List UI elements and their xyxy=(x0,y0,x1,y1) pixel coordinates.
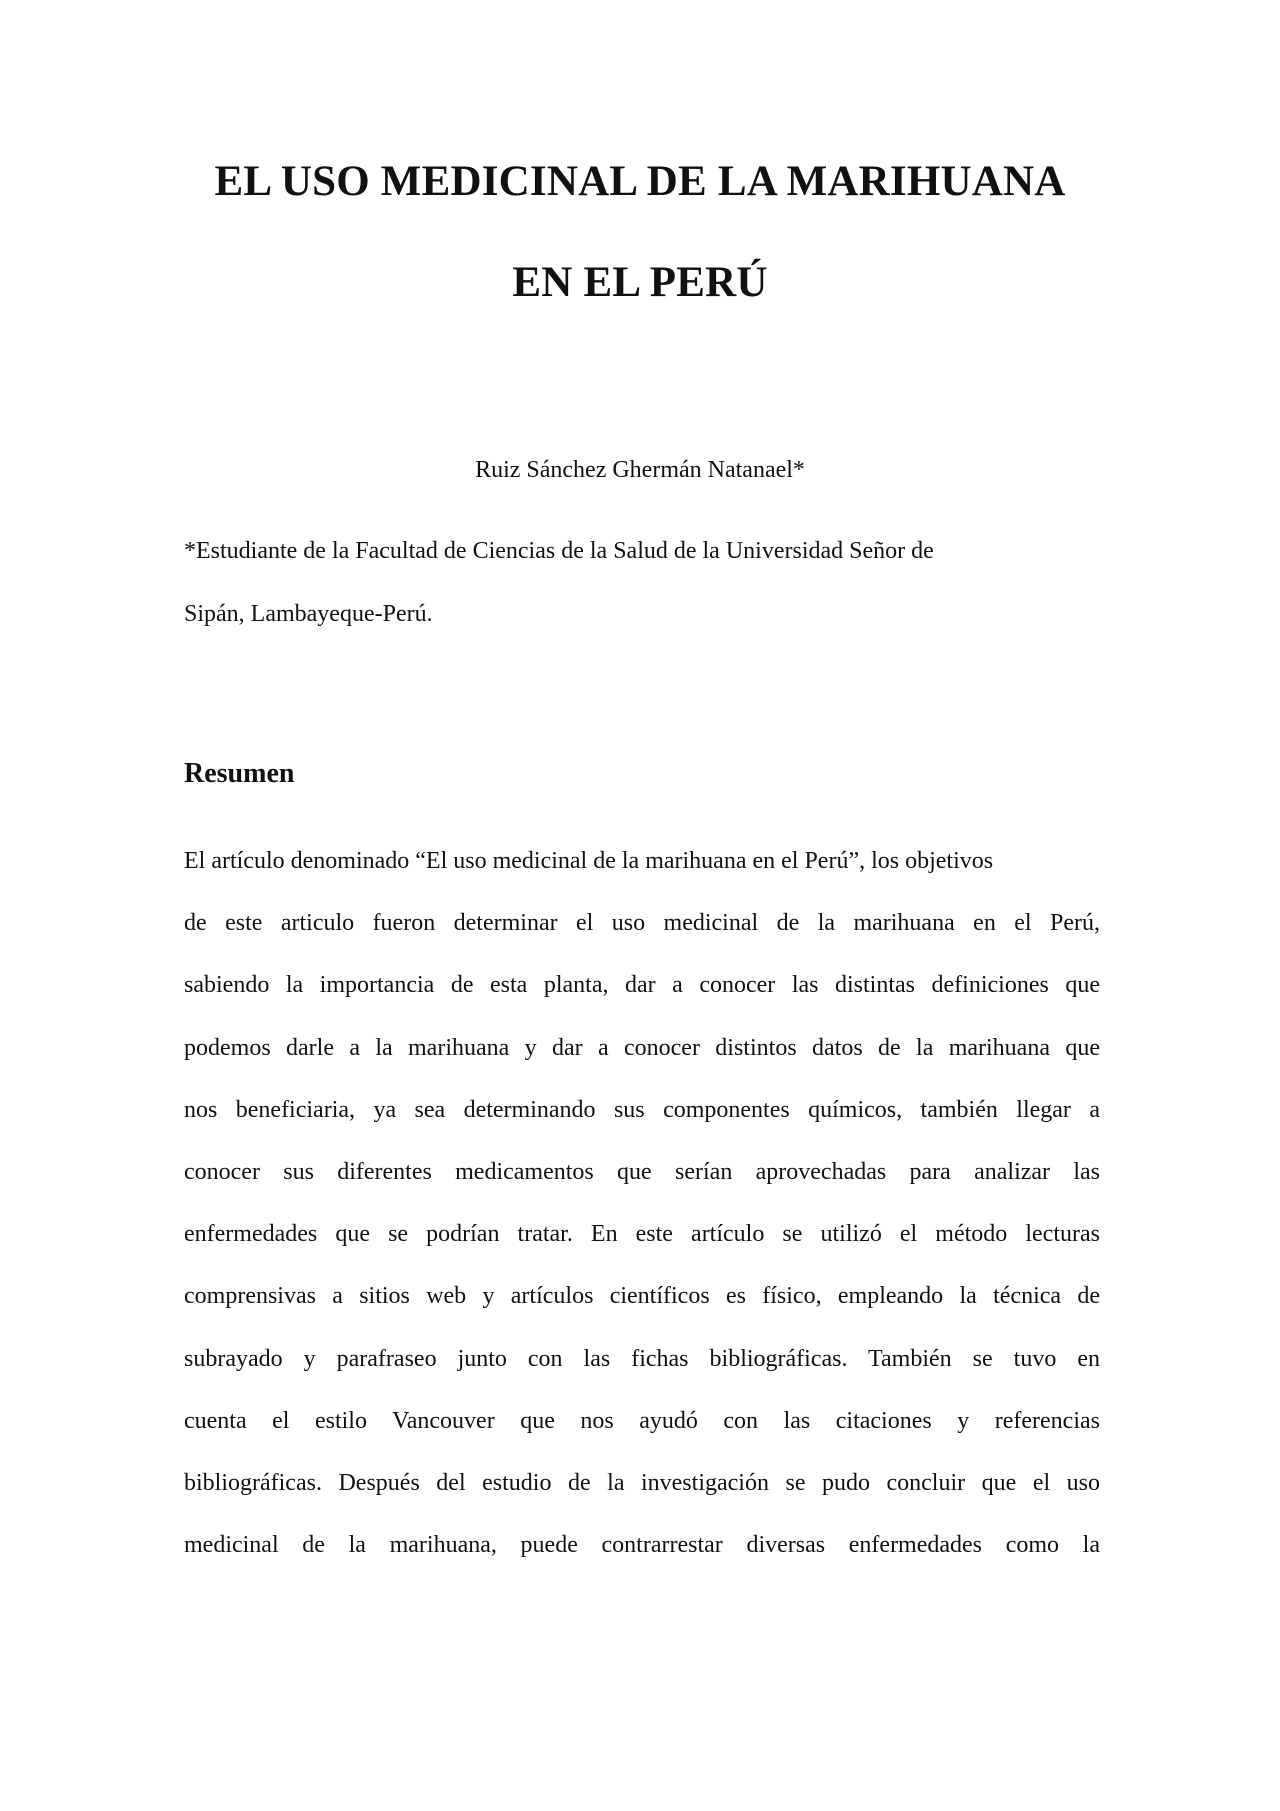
abstract-line: subrayado y parafraseo junto con las fichas bibliográficas. También se tuvo en xyxy=(184,1345,1100,1372)
abstract-line: El artículo denominado “El uso medicinal de la marihuana en el Perú”, los objetivos xyxy=(184,848,994,874)
abstract-line: medicinal de la marihuana, puede contrarrestar diversas enfermedades como la xyxy=(184,1532,1100,1559)
abstract-body xyxy=(184,846,1100,1592)
abstract-line: conocer sus diferentes medicamentos que serían aprovechadas para analizar las xyxy=(184,1158,1100,1185)
abstract-line: nos beneficiaria, ya sea determinando sus componentes químicos, también llegar a xyxy=(184,1096,1100,1123)
abstract-line: enfermedades que se podrían tratar. En este artículo se utilizó el método lecturas xyxy=(184,1221,1100,1248)
author-name: Ruiz Sánchez Ghermán Natanael* xyxy=(475,457,805,483)
abstract-line: podemos darle a la marihuana y dar a conocer distintos datos de la marihuana que xyxy=(184,1034,1100,1061)
abstract-line: comprensivas a sitios web y artículos científicos es físico, empleando la técnica de xyxy=(184,1283,1100,1310)
abstract-line: bibliográficas. Después del estudio de la investigación se pudo concluir que el uso xyxy=(184,1469,1100,1496)
abstract-heading: Resumen xyxy=(184,758,295,789)
abstract-line: sabiendo la importancia de esta planta, dar a conocer las distintas definiciones que xyxy=(184,972,1100,999)
affiliation-line-1: *Estudiante de la Facultad de Ciencias de la Salud de la Universidad Señor de xyxy=(184,538,934,564)
title-line-2: EN EL PERÚ xyxy=(512,259,768,306)
title-line-1: EL USO MEDICINAL DE LA MARIHUANA xyxy=(214,158,1066,205)
affiliation-line-2: Sipán, Lambayeque-Perú. xyxy=(184,601,433,627)
abstract-line: cuenta el estilo Vancouver que nos ayudó con las citaciones y referencias xyxy=(184,1407,1100,1434)
abstract-line: de este articulo fueron determinar el uso medicinal de la marihuana en el Perú, xyxy=(184,910,1100,937)
